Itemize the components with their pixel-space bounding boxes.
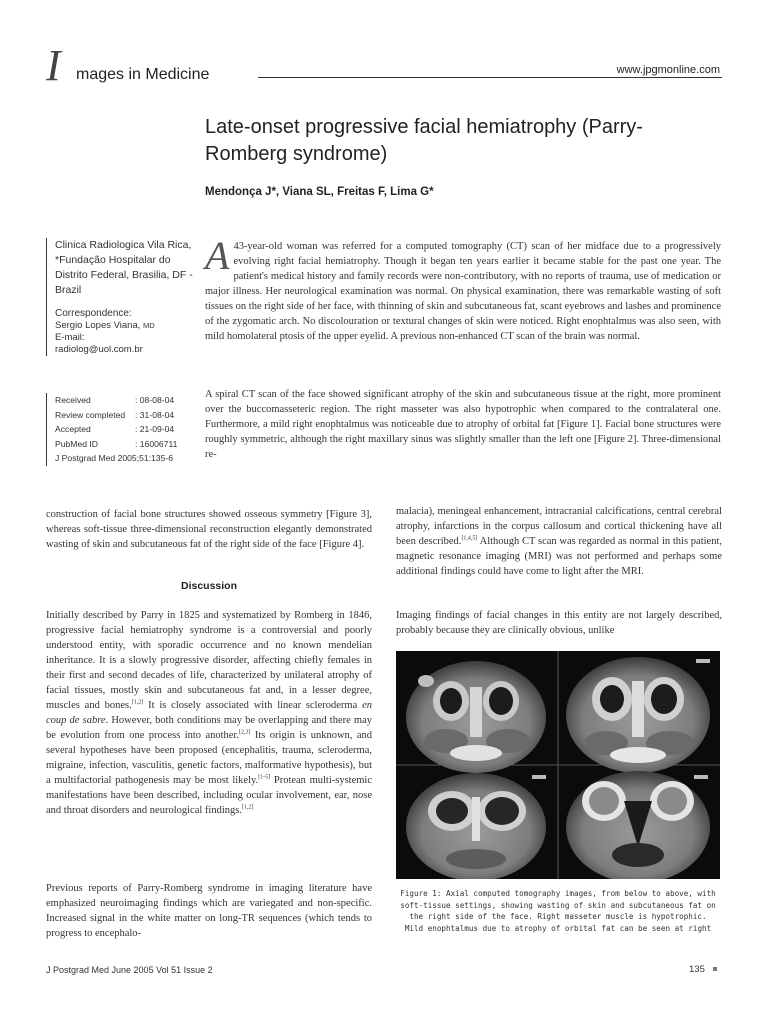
correspondence-name-line [55, 320, 203, 332]
section-title: mages in Medicine [76, 66, 210, 83]
review-row [55, 408, 203, 423]
affiliation: Clinica Radiologica Vila Rica, *Fundação Hospitalar do Distrito Federal, Brasilia, DF - Brazil [55, 239, 193, 296]
received-label: Received [55, 395, 91, 405]
intro-text: 43-year-old woman was referred for a computed tomography (CT) scan of her midface due to a progressively evolving right facial hemiatrophy. Though it began ten years earlier it became stable for the past one year. The patient's medical history and family records were non-contributory, with no reports of trauma, use of medication or major illness. Her neurological examination was normal. On physical examination, there was remarkable wasting of soft tissues on the right side of her face, with thinning of skin and subcutaneous fat, scant eyebrows and lashes and prominence of the zygomatic arch. No discolouration or textural changes of skin were noticed. Right enophtalmus was also seen, with mild homolateral ptosis of the upper eyelid. A previous non-enhanced CT scan of the brain was normal. [205, 241, 721, 342]
reference-1-4-5[interactable]: [1,4,5] [461, 535, 478, 542]
received-value: : 08-08-04 [135, 395, 175, 405]
page-number: 135 [689, 964, 705, 975]
discussion-text-e: Protean multi-systemic manifestations have been described, including ocular involvement, ear, nose and throat disorders and neurological findings. [46, 775, 372, 816]
review-value: : 31-08-04 [135, 409, 175, 420]
neuroimaging-text-b: Although CT scan was regarded as normal in this patient, magnetic resonance imaging (MRI) was not performed and perhaps some additional findings could have come to light after the MRI. [396, 536, 722, 577]
drop-cap: A [205, 233, 230, 278]
pubmed-label: PubMed ID [55, 438, 98, 449]
correspondence-name: Sergio Lopes Viana, [55, 320, 141, 331]
publication-dates [46, 393, 203, 466]
facial-findings-paragraph: Imaging findings of facial changes in this entity are not largely described, probably because they are clinically obvious, unlike [396, 610, 722, 636]
accepted-value: : 21-09-04 [135, 424, 175, 434]
neuroimaging-paragraph [396, 504, 722, 579]
ct-findings-paragraph: A spiral CT scan of the face showed significant atrophy of the skin and subcutaneous tissue at the right, more prominent over the buccomasseteric region. The right masseter was also hypotrophic when compared to the contralateral one. Furthermore, a mild right enophtalmus was noticeable due to atrophy of orbital fat [Figure 1]. Facial bone structures were roughly symmetric, although the right maxillary sinus was slightly smaller than the left one [Figure 2]. Three-dimensional re- [205, 389, 721, 460]
neuroimaging-text-a: malacia), meningeal enhancement, intracranial calcifications, central cerebral atrophy, infarctions in the corpus callosum and cortical thickening have all been described. [396, 506, 722, 547]
accepted-row [55, 422, 203, 437]
ct-images [396, 651, 720, 879]
ct-panel-1 [406, 661, 546, 773]
reference-1-2b[interactable]: [1,2] [241, 804, 254, 811]
journal-url[interactable]: www.jpgmonline.com [616, 64, 720, 76]
accepted-label: Accepted [55, 424, 91, 434]
discussion-text-c: . However, both conditions may be overlapping and there may be evolution from one process into another. [46, 715, 372, 741]
reference-2-3[interactable]: [2,3] [238, 729, 251, 736]
header-divider [258, 77, 722, 78]
discussion-text-a: Initially described by Parry in 1825 and systematized by Romberg in 1846, progressive facial hemiatrophy syndrome is a controversial and poorly understood entity, with sporadic occurrence and no known mendelian inheritance. It is a slowly progressive disorder, affecting chiefly females in their first and second decades of life, characterized by unilateral atrophy of facial tissues, mostly skin and subcutaneous fat and, in a lesser degree, muscles and bones. [46, 610, 372, 711]
review-label: Review completed [55, 409, 126, 420]
pubmed-value[interactable]: : 16006711 [135, 438, 178, 449]
imaging-literature-paragraph: Previous reports of Parry-Romberg syndrome in imaging literature have emphasized neuroimaging findings which are variegated and non-specific. Increased signal in the white matter on long-TR sequences (which tends to progress to encephalo- [46, 883, 372, 939]
ct-panel-3 [406, 773, 546, 879]
reconstruction-paragraph: construction of facial bone structures showed osseous symmetry [Figure 3], whereas soft-tissue three-dimensional reconstruction elegantly demonstrated wasting of skin and subcutaneous fat of the right side of the face [Figure 4]. [46, 509, 372, 550]
intro-paragraph [205, 233, 721, 344]
reference-1-5[interactable]: [1-5] [258, 774, 271, 781]
discussion-heading: Discussion [180, 580, 238, 592]
discussion-paragraph [46, 608, 372, 818]
footer-square-icon [713, 967, 717, 971]
article-title: Late-onset progressive facial hemiatrophy (Parry-Romberg syndrome) [205, 116, 643, 165]
discussion-text-d: Its origin is unknown, and several hypotheses have been proposed (encephalitis, trauma, scleroderma, migraine, infection, vasculitis, genetic factors, malformative hypothesis), but a multifactorial pathogenesis may be most likely. [46, 730, 373, 786]
correspondence-heading: Correspondence: [55, 308, 132, 319]
footer-citation: J Postgrad Med June 2005 Vol 51 Issue 2 [46, 965, 213, 975]
reference-1-2[interactable]: [1,2] [131, 699, 144, 706]
email-label: E-mail: [55, 332, 85, 343]
received-row [55, 393, 203, 408]
discussion-text-b: It is closely associated with linear scleroderma [143, 700, 363, 711]
ct-figure [396, 651, 720, 879]
citation: J Postgrad Med 2005;51:135-6 [55, 453, 174, 463]
affiliation-box [46, 238, 203, 356]
figure-caption: Figure 1: Axial computed tomography images, from below to above, with soft-tissue settings, showing wasting of skin and subcutaneous fat on the right side of the face. Right masseter muscle is hypotrophic. Mild enophtalmus due to atrophy of orbital fat can be seen at right [400, 889, 716, 933]
ct-panel-4 [566, 771, 710, 879]
section-initial: I [46, 41, 61, 90]
pubmed-row [55, 437, 203, 452]
ct-panel-2 [566, 657, 710, 773]
italic-term: en coup de sabre [46, 700, 372, 726]
correspondence-email[interactable]: radiolog@uol.com.br [55, 344, 143, 355]
article-authors: Mendonça J*, Viana SL, Freitas F, Lima G* [205, 186, 434, 198]
correspondence-degree: MD [143, 321, 155, 330]
